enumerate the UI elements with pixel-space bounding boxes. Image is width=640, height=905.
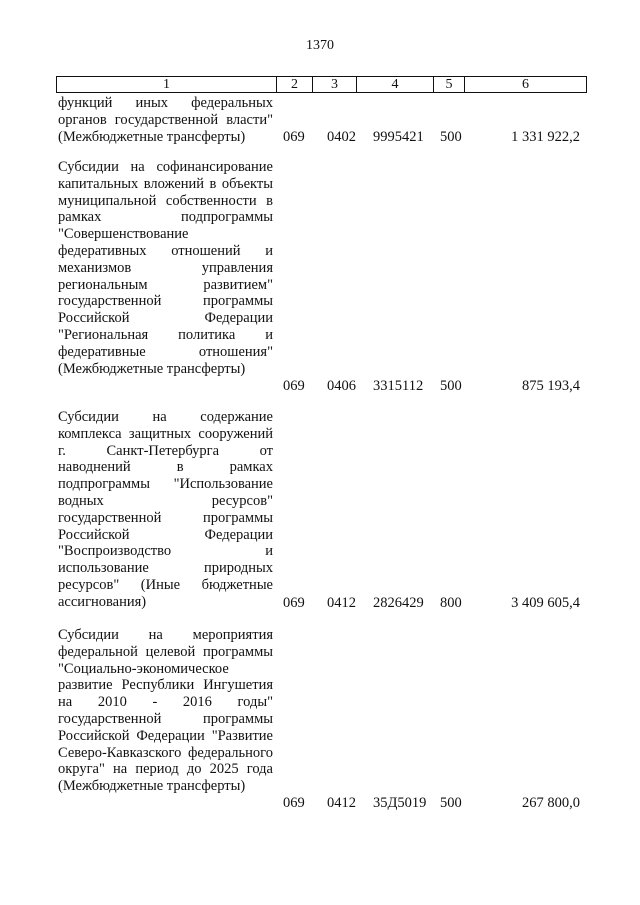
- row-col2: 069: [283, 129, 305, 145]
- row-col5: 500: [440, 795, 462, 811]
- header-col-5: 5: [434, 77, 465, 93]
- header-col-4: 4: [357, 77, 434, 93]
- row-description: Субсидии на софинансирование капитальных вложений в объекты муниципальной собственности в рамках подпрограммы "Совершенствование федеративных отношений и механизмов управления региональным развитием" государственной программы Российской Федерации "Региональная политика и федеративные отношения" (Межбюджетные трансферты): [58, 159, 273, 377]
- row-col2: 069: [283, 795, 305, 811]
- header-col-2: 2: [277, 77, 313, 93]
- row-col5: 500: [440, 129, 462, 145]
- row-description: Субсидии на содержание комплекса защитных сооружений г. Санкт-Петербурга от наводнений в рамках подпрограммы "Использование водных ресурсов" государственной программы Российской Федерации "Воспроизводство и использование природных ресурсов" (Иные бюджетные ассигнования): [58, 409, 273, 610]
- row-description: Субсидии на мероприятия федеральной целевой программы "Социально-экономическое развитие Республики Ингушетия на 2010 - 2016 годы" государственной программы Российской Федерации "Развитие Северо-Кавказского федерального округа" на период до 2025 года (Межбюджетные трансферты): [58, 627, 273, 795]
- header-col-1: 1: [57, 77, 277, 93]
- row-col6: 1 331 922,2: [511, 129, 580, 145]
- row-col4: 3315112: [373, 378, 424, 394]
- row-col4: 35Д5019: [373, 795, 427, 811]
- row-col3: 0406: [327, 378, 356, 394]
- row-col5: 500: [440, 378, 462, 394]
- row-col3: 0402: [327, 129, 356, 145]
- row-col2: 069: [283, 378, 305, 394]
- row-description: функций иных федеральных органов государственной власти" (Межбюджетные трансферты): [58, 95, 273, 145]
- row-col4: 2826429: [373, 595, 424, 611]
- row-col6: 267 800,0: [522, 795, 580, 811]
- page-number: 1370: [306, 38, 334, 53]
- header-col-3: 3: [313, 77, 357, 93]
- row-col6: 3 409 605,4: [511, 595, 580, 611]
- row-col4: 9995421: [373, 129, 424, 145]
- table-header: [56, 76, 587, 93]
- row-col3: 0412: [327, 595, 356, 611]
- row-col5: 800: [440, 595, 462, 611]
- row-col2: 069: [283, 595, 305, 611]
- header-col-6: 6: [465, 77, 587, 93]
- row-col6: 875 193,4: [522, 378, 580, 394]
- row-col3: 0412: [327, 795, 356, 811]
